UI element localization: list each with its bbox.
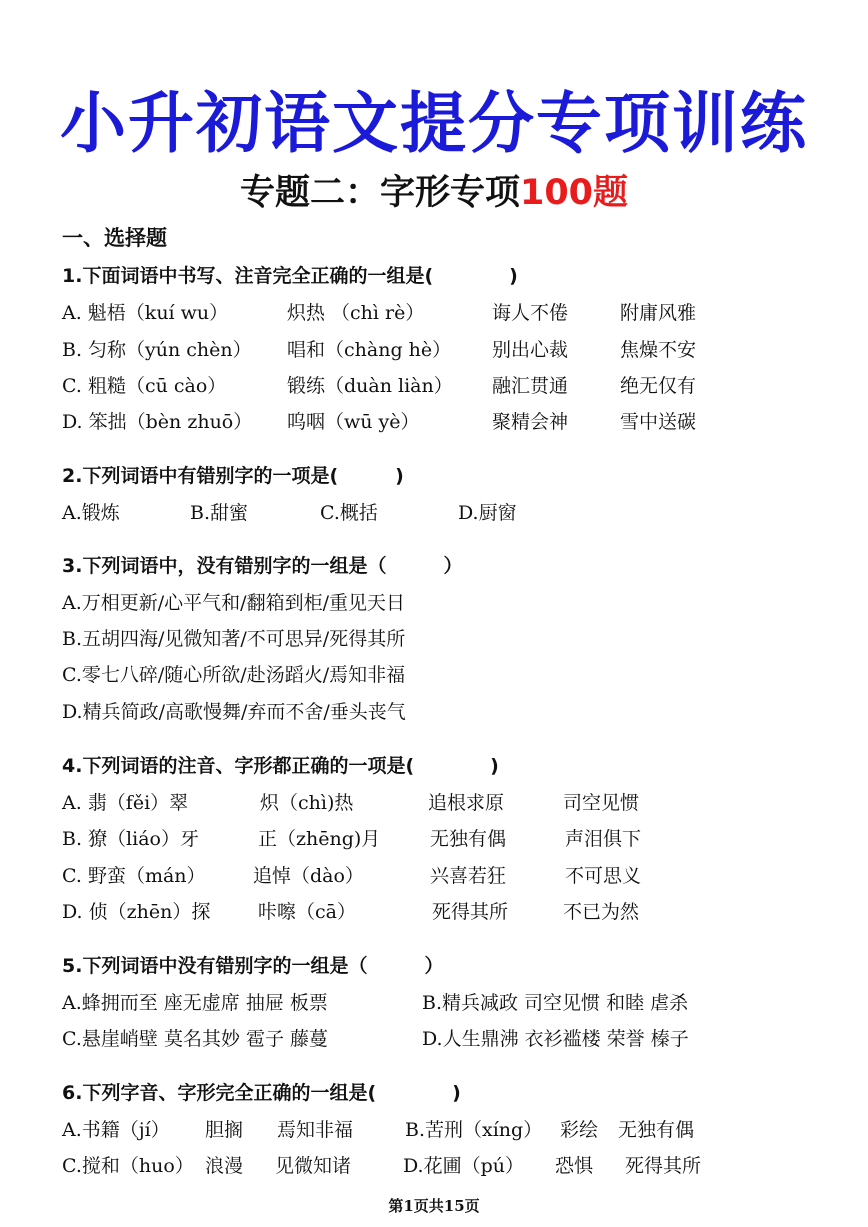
option-cell: 兴喜若狂 — [430, 865, 507, 887]
option-cell: 恐惧 — [555, 1155, 594, 1177]
option-cell: 司空见惯 — [563, 792, 640, 814]
option-cell: A.蜂拥而至 座无虚席 抽屉 板票 — [62, 992, 328, 1014]
option-cell: 不已为然 — [563, 901, 640, 923]
option-cell: C. 粗糙（cū cào） — [62, 375, 227, 397]
option-cell: D. 笨拙（bèn zhuō） — [62, 411, 253, 433]
question-stem: 5.下列词语中没有错别字的一组是（ ） — [62, 955, 444, 977]
option-cell: C.搅和（huo） — [62, 1155, 194, 1177]
option-cell: 焦燥不安 — [620, 339, 697, 361]
option-cell: B.精兵减政 司空见惯 和睦 虐杀 — [422, 992, 689, 1014]
option-cell: A.锻炼 — [62, 502, 120, 524]
option-cell: 咔嚓（cā） — [258, 901, 356, 923]
option-cell: A. 魁梧（kuí wu） — [62, 302, 229, 324]
option-cell: 无独有偶 — [430, 828, 507, 850]
option-cell: 无独有偶 — [618, 1119, 695, 1141]
option-cell: 死得其所 — [432, 901, 509, 923]
question-stem: 6.下列字音、字形完全正确的一组是( ) — [62, 1082, 461, 1104]
question-stem: 2.下列词语中有错别字的一项是( ) — [62, 465, 404, 487]
question-stem: 1.下面词语中书写、注音完全正确的一组是( ) — [62, 265, 518, 287]
option-cell: A. 翡（fěi）翠 — [62, 792, 189, 814]
option-cell: D.厨窗 — [458, 502, 517, 524]
option-cell: B.甜蜜 — [190, 502, 249, 524]
option-cell: B. 匀称（yún chèn） — [62, 339, 252, 361]
option-cell: 聚精会神 — [492, 411, 569, 433]
option-cell: 唱和（chàng hè） — [287, 339, 452, 361]
option-cell: 炽（chì)热 — [260, 792, 354, 814]
option-cell: 追悼（dào） — [253, 865, 364, 887]
question-stem: 4.下列词语的注音、字形都正确的一项是( ) — [62, 755, 499, 777]
option-cell: 炽热 （chì rè） — [287, 302, 425, 324]
option-row: C.零七八碎/随心所欲/赴汤蹈火/焉知非福 — [62, 664, 406, 686]
option-cell: 附庸风雅 — [620, 302, 697, 324]
option-cell: 胆搁 — [205, 1119, 244, 1141]
page-footer: 第1页共15页 — [388, 1197, 480, 1215]
option-cell: D.人生鼎沸 衣衫褴楼 荣誉 榛子 — [422, 1028, 689, 1050]
option-cell: C.悬崖峭壁 莫名其妙 雹子 藤蔓 — [62, 1028, 329, 1050]
option-cell: B.苦刑（xíng） — [405, 1119, 543, 1141]
option-cell: D. 侦（zhēn）探 — [62, 901, 211, 923]
option-cell: 别出心裁 — [492, 339, 569, 361]
page-subtitle — [0, 165, 868, 215]
subtitle-highlight: 100题 — [519, 173, 629, 213]
option-cell: 浪漫 — [205, 1155, 244, 1177]
option-cell: 焉知非福 — [277, 1119, 354, 1141]
option-cell: B. 獠（liáo）牙 — [62, 828, 199, 850]
option-cell: C.概括 — [320, 502, 378, 524]
option-row: A.万相更新/心平气和/翻箱到柜/重见天日 — [62, 592, 405, 614]
option-cell: C. 野蛮（mán） — [62, 865, 206, 887]
option-cell: 声泪俱下 — [565, 828, 642, 850]
option-cell: 融汇贯通 — [492, 375, 569, 397]
option-cell: 锻练（duàn liàn） — [287, 375, 453, 397]
option-cell: 雪中送碳 — [620, 411, 697, 433]
option-cell: 正（zhēng)月 — [258, 828, 381, 850]
option-cell: 追根求原 — [428, 792, 505, 814]
option-cell: 诲人不倦 — [492, 302, 569, 324]
option-cell: A.书籍（jí） — [62, 1119, 170, 1141]
option-cell: 绝无仅有 — [620, 375, 697, 397]
option-row: D.精兵简政/高歌慢舞/弃而不舍/垂头丧气 — [62, 701, 406, 723]
option-cell: 见微知诸 — [275, 1155, 352, 1177]
question-stem: 3.下列词语中，没有错别字的一组是（ ） — [62, 555, 463, 577]
page-title: 小升初语文提分专项训练 — [60, 85, 808, 162]
option-cell: 呜咽（wū yè） — [287, 411, 420, 433]
option-row: B.五胡四海/见微知著/不可思异/死得其所 — [62, 628, 406, 650]
option-cell: D.花圃（pú） — [403, 1155, 524, 1177]
subtitle-main: 专题二：字形专项 — [239, 173, 520, 213]
option-cell: 不可思义 — [565, 865, 642, 887]
option-cell: 死得其所 — [625, 1155, 702, 1177]
option-cell: 彩绘 — [560, 1119, 599, 1141]
section-heading: 一、选择题 — [62, 226, 167, 250]
